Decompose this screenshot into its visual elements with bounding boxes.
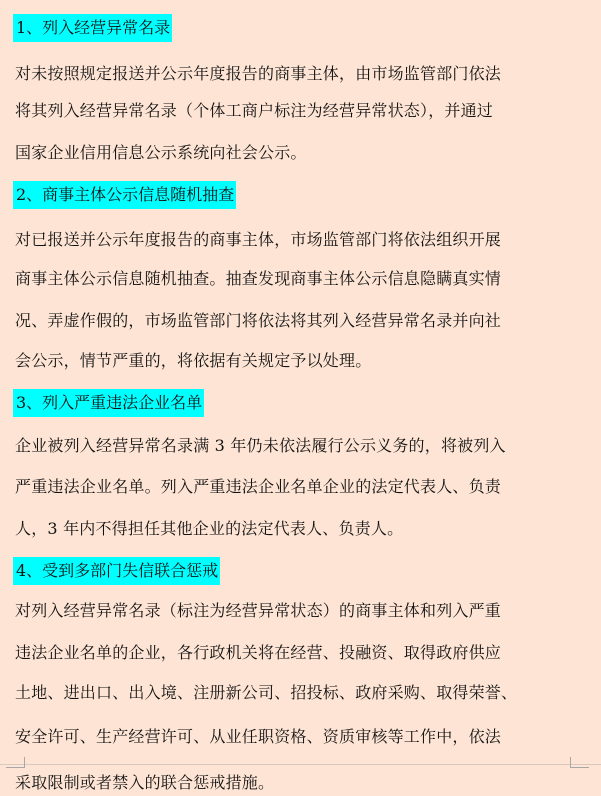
section-1-line-2: 将其列入经营异常名录（个体工商户标注为经营异常状态），并通过 — [15, 101, 494, 120]
page-break-line — [0, 764, 601, 765]
section-2-line-3: 况、弄虚作假的，市场监管部门将依法将其列入经营异常名录并向社 — [15, 311, 502, 330]
section-3-line-3: 人，3 年内不得担任其他企业的法定代表人、负责人。 — [15, 519, 404, 538]
section-1-line-1: 对未按照规定报送并公示年度报告的商事主体，由市场监管部门依法 — [15, 64, 502, 83]
section-3-line-1: 企业被列入经营异常名录满 3 年仍未依法履行公示义务的，将被列入 — [15, 436, 506, 455]
section-4-line-2: 违法企业名单的企业，各行政机关将在经营、投融资、取得政府供应 — [15, 643, 502, 662]
page-corner-mark-right — [570, 757, 589, 768]
section-1-line-3: 国家企业信用信息公示系统向社会公示。 — [15, 143, 307, 162]
section-3-line-2: 严重违法企业名单。列入严重违法企业名单企业的法定代表人、负责 — [15, 477, 502, 496]
section-2-line-4: 会公示，情节严重的，将依据有关规定予以处理。 — [15, 351, 372, 370]
section-4-line-1: 对列入经营异常名录（标注为经营异常状态）的商事主体和列入严重 — [15, 601, 502, 620]
section-4-heading: 4、受到多部门失信联合惩戒 — [13, 557, 220, 585]
section-1-heading: 1、列入经营异常名录 — [13, 14, 172, 42]
section-2-line-2: 商事主体公示信息随机抽查。抽查发现商事主体公示信息隐瞒真实情 — [15, 269, 502, 288]
section-4-line-3: 土地、进出口、出入境、注册新公司、招投标、政府采购、取得荣誉、 — [15, 683, 518, 702]
section-2-heading: 2、商事主体公示信息随机抽查 — [13, 181, 236, 209]
page-corner-mark-left — [6, 757, 25, 768]
section-2-line-1: 对已报送并公示年度报告的商事主体，市场监管部门将依法组织开展 — [15, 230, 502, 249]
section-4-line-5: 采取限制或者禁入的联合惩戒措施。 — [15, 773, 275, 792]
section-4-line-4: 安全许可、生产经营许可、从业任职资格、资质审核等工作中，依法 — [15, 727, 502, 746]
section-3-heading: 3、列入严重违法企业名单 — [13, 389, 204, 417]
